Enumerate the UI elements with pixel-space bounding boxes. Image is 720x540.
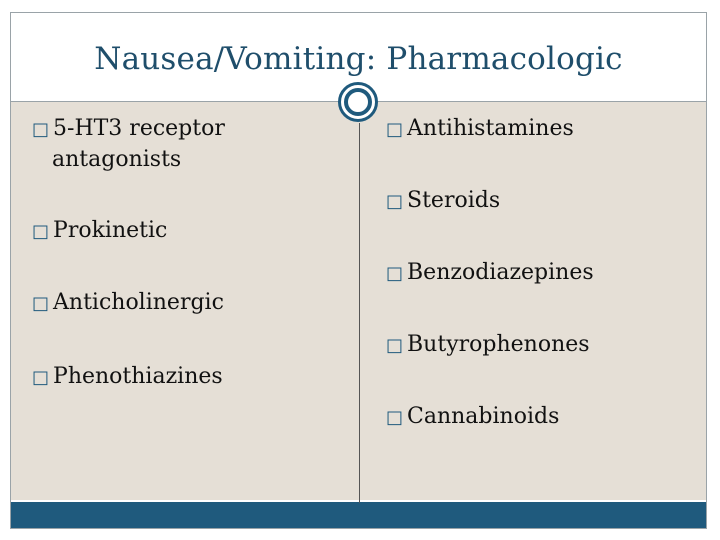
bullet-box-icon: □ <box>386 119 404 140</box>
left-bullet-3 <box>32 288 224 319</box>
slide-title: Nausea/Vomiting: Pharmacologic <box>94 41 623 77</box>
left-bullet-2 <box>32 216 167 247</box>
bullet-text: Phenothiazines <box>53 364 223 389</box>
bullet-text: Anticholinergic <box>53 290 224 315</box>
bullet-text-continued: antagonists <box>52 147 182 172</box>
bullet-box-icon: □ <box>32 221 50 242</box>
right-bullet-1 <box>386 114 574 145</box>
bullet-text: Cannabinoids <box>407 404 560 429</box>
right-bullet-2 <box>386 186 500 217</box>
bullet-text: Benzodiazepines <box>407 260 594 285</box>
column-divider <box>359 123 360 503</box>
footer-bar <box>11 502 706 528</box>
left-bullet-4 <box>32 362 223 393</box>
bullet-box-icon: □ <box>386 407 404 428</box>
bullet-text: Butyrophenones <box>407 332 590 357</box>
right-bullet-5 <box>386 402 559 433</box>
slide <box>10 12 707 529</box>
bullet-text: 5-HT3 receptor <box>53 116 225 141</box>
bullet-box-icon: □ <box>386 335 404 356</box>
bullet-box-icon: □ <box>32 367 50 388</box>
bullet-box-icon: □ <box>386 191 404 212</box>
ring-ornament-icon <box>338 82 378 122</box>
bullet-box-icon: □ <box>32 119 50 140</box>
bullet-text: Antihistamines <box>407 116 574 141</box>
bullet-box-icon: □ <box>32 293 50 314</box>
right-bullet-3 <box>386 258 594 289</box>
left-bullet-1 <box>32 114 225 175</box>
bullet-box-icon: □ <box>386 263 404 284</box>
right-bullet-4 <box>386 330 590 361</box>
bullet-text: Steroids <box>407 188 501 213</box>
bullet-text: Prokinetic <box>53 218 168 243</box>
